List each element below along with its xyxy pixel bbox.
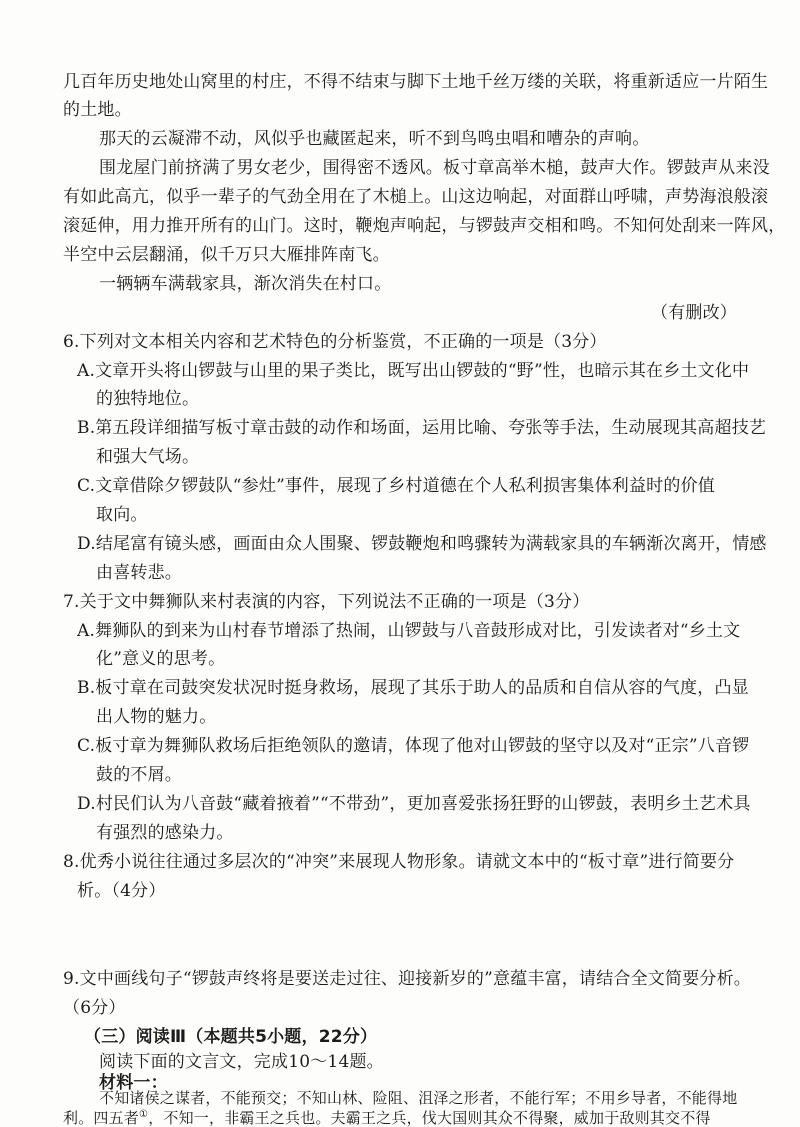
passage-line: 滚延伸，用力推开所有的山门。这时，鞭炮声响起，与锣鼓声交相和鸣。不知何处刮来一阵风， — [63, 216, 786, 236]
passage-line: 一辆辆车满载家具，渐次消失在村口。 — [99, 274, 392, 294]
footnote-marker: ① — [139, 1109, 149, 1120]
question-8: 8.优秀小说往往通过多层次的“冲突”来展现人物形象。请就文本中的“板寸章”进行简要分 — [63, 852, 735, 872]
q6-option-d-cont: 由喜转悲。 — [96, 563, 182, 583]
q7-option-d-cont: 有强烈的感染力。 — [96, 823, 234, 843]
q7-option-a-cont: 化”意义的思考。 — [96, 649, 226, 669]
source-note: （有删改） — [651, 303, 737, 323]
q6-option-b-cont: 和强大气场。 — [96, 447, 200, 467]
classical-text-line: 不知诸侯之谋者，不能预交；不知山林、险阻、沮泽之形者，不能行军；不用乡导者，不能得地 — [99, 1089, 738, 1107]
passage-line: 那天的云凝滞不动，风似乎也藏匿起来，听不到鸟鸣虫唱和嘈杂的声响。 — [99, 129, 650, 149]
question-8-cont: 析。（4分） — [77, 881, 166, 901]
classical-text-line — [63, 1106, 711, 1127]
q6-option-a-cont: 的独特地位。 — [96, 389, 200, 409]
passage-line: 的土地。 — [63, 100, 132, 120]
section-3-instruction: 阅读下面的文言文，完成10～14题。 — [99, 1052, 384, 1072]
passage-line: 围龙屋门前挤满了男女老少，围得密不透风。板寸章高举木槌，鼓声大作。锣鼓声从来没 — [99, 158, 770, 178]
material-label: 材料一： — [99, 1073, 168, 1093]
classical-text-part: ，不知一，非霸王之兵也。夫霸王之兵，伐大国则其众不得聚，威加于敌则其交不得 — [148, 1109, 711, 1127]
q6-option-c: C.文章借除夕锣鼓队“参灶”事件，展现了乡村道德在个人私利损害集体利益时的价值 — [77, 476, 715, 496]
q7-option-c-cont: 鼓的不屑。 — [96, 765, 182, 785]
passage-line: 几百年历史地处山窝里的村庄，不得不结束与脚下土地千丝万缕的关联，将重新适应一片陌生 — [63, 72, 769, 92]
q7-option-d: D.村民们认为八音鼓“藏着掖着”“不带劲”，更加喜爱张扬狂野的山锣鼓，表明乡土艺术具 — [77, 794, 751, 814]
q7-option-c: C.板寸章为舞狮队救场后拒绝领队的邀请，体现了他对山锣鼓的坚守以及对“正宗”八音锣 — [77, 736, 750, 756]
q7-option-b: B.板寸章在司鼓突发状况时挺身救场，展现了其乐于助人的品质和自信从容的气度，凸显 — [77, 678, 749, 698]
question-7-stem: 7.关于文中舞狮队来村表演的内容，下列说法不正确的一项是（3分） — [63, 592, 590, 612]
q6-option-b: B.第五段详细描写板寸章击鼓的动作和场面，运用比喻、夸张等手法，生动展现其高超技艺 — [77, 418, 767, 438]
q6-option-a: A.文章开头将山锣鼓与山里的果子类比，既写出山锣鼓的“野”性，也暗示其在乡土文化中 — [77, 361, 750, 381]
question-9-cont: （6分） — [63, 998, 126, 1018]
question-6-stem: 6.下列对文本相关内容和艺术特色的分析鉴赏，不正确的一项是（3分） — [63, 332, 607, 352]
q6-option-d: D.结尾富有镜头感，画面由众人围聚、锣鼓鞭炮和鸣骤转为满载家具的车辆渐次离开，情感 — [77, 534, 767, 554]
section-3-heading: （三）阅读Ⅲ（本题共5小题，22分） — [84, 1027, 378, 1047]
q6-option-c-cont: 取向。 — [96, 505, 148, 525]
question-9: 9.文中画线句子“锣鼓声终将是要送走过往、迎接新岁的”意蕴丰富，请结合全文简要分析。 — [63, 969, 751, 989]
classical-text-part: 利。四五者 — [63, 1109, 140, 1127]
q7-option-b-cont: 出人物的魅力。 — [96, 707, 217, 727]
passage-line: 有如此高亢，似乎一辈子的气劲全用在了木槌上。山这边响起，对面群山呼啸，声势海浪般滚 — [63, 187, 769, 207]
q7-option-a: A.舞狮队的到来为山村春节增添了热闹，山锣鼓与八音鼓形成对比，引发读者对“乡土文 — [77, 621, 741, 641]
passage-line: 半空中云层翻涌，似千万只大雁排阵南飞。 — [63, 245, 390, 265]
